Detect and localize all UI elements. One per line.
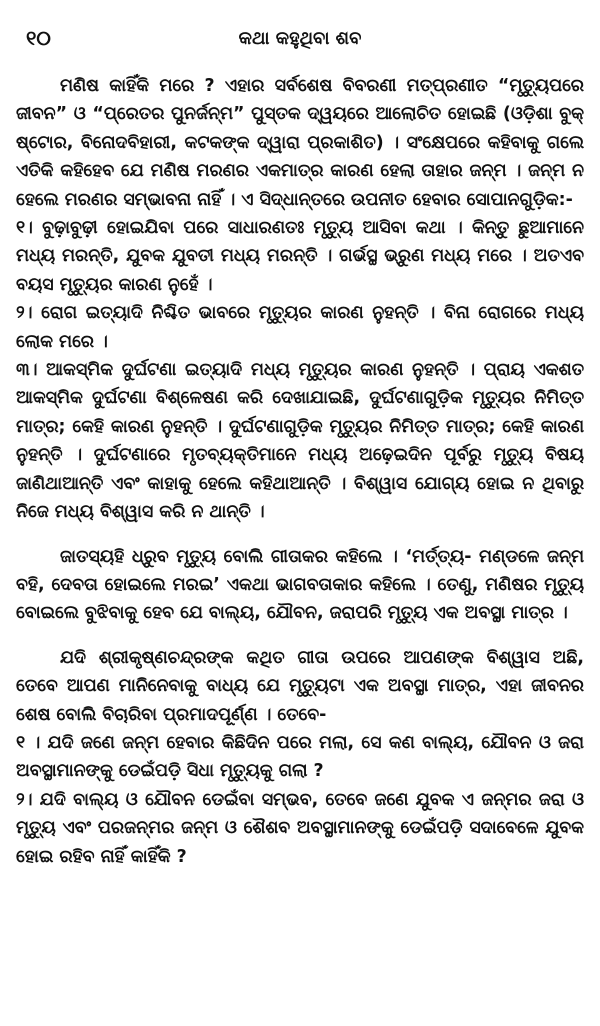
list-item-age: ୧। ବୁଢ଼ାବୁଢ଼ୀ ହୋଇଯିବା ପରେ ସାଧାରଣତଃ ମୃତ୍ୟୁ ଆସିବା କଥା । କିନ୍ତୁ ଛୁଆମାନେ ମଧ୍ୟ ମରନ୍ତି, ଯୁବକ ଯୁବତୀ ମଧ୍ୟ ମରନ୍ତି । ଗର୍ଭସ୍ଥ ଭ୍ରୁଣ ମଧ୍ୟ ମରେ । ଅତଏବ ବୟସ ମୃତ୍ୟୁର କାରଣ ନୁହେଁ । [16, 218, 584, 295]
list-item-accident: ୩। ଆକସ୍ମିକ ଦୁର୍ଘଟଣା ଇତ୍ୟାଦି ମଧ୍ୟ ମୃତ୍ୟୁର କାରଣ ନୁହନ୍ତି । ପ୍ରାୟ ଏକଶତ ଆକସ୍ମିକ ଦୁର୍ଘଟଣା ବିଶ୍ଳେଷଣ କରି ଦେଖାଯାଇଛି, ଦୁର୍ଘଟଣାଗୁଡ଼ିକ ମୃତ୍ୟୁର ନିମିତ୍ତ ମାତ୍ର; କେହି କାରଣ ନୁହନ୍ତି । ଦୁର୍ଘଟଣାଗୁଡ଼ିକ ମୃତ୍ୟୁର ନିମିତ୍ତ ମାତ୍ର; କେହି କାରଣ ନୁହନ୍ତି । ଦୁର୍ଘଟଣାରେ ମୃତବ୍ୟକ୍ତିମାନେ ମଧ୍ୟ ଅଢ଼େଇଦିନ ପୂର୍ବରୁ ମୃତ୍ୟୁ ବିଷୟ ଜାଣିଥାଆନ୍ତି ଏବଂ କାହାକୁ ହେଲେ କହିଥାଆନ୍ତି । ବିଶ୍ୱାସ ଯୋଗ୍ୟ ହୋଇ ନ ଥିବାରୁ ନିଜେ ମଧ୍ୟ ବିଶ୍ୱାସ କରି ନ ଥାନ୍ତି । [16, 360, 584, 523]
page-header [16, 8, 584, 48]
paragraph-gita: ଜାତସ୍ୟହି ଧ୍ରୁବ ମୃତ୍ୟୁ ବୋଲି ଗୀତାକର କହିଲେ । ‘ମର୍ତ୍ତ୍ୟ- ମଣ୍ଡଳେ ଜନ୍ମ ବହି, ଦେବତା ହୋଇଲେ ମରଇ’ ଏକଥା ଭାଗବତାକାର କହିଲେ । ତେଣୁ, ମଣିଷର ମୃତ୍ୟୁ ବୋଇଲେ ବୁଝିବାକୁ ହେବ ଯେ ବାଲ୍ୟ, ଯୌବନ, ଜରାପରି ମୃତ୍ୟୁ ଏକ ଅବସ୍ଥା ମାତ୍ର । [16, 546, 584, 624]
body-text [16, 72, 584, 871]
paragraph-intro: ମଣିଷ କାହିଁକି ମରେ ? ଏହାର ସର୍ବଶେଷ ବିବରଣୀ ମତ୍‌ପ୍ରଣୀତ “ମୃତ୍ୟୁପରେ ଜୀବନ” ଓ “ପ୍ରେତର ପୁନର୍ଜନ୍ମ” ପୁସ୍ତକ ଦ୍ୱୟରେ ଆଲୋଚିତ ହୋଇଛି (ଓଡ଼ିଶା ବୁକ୍ ଷ୍ଟୋର, ବିନୋଦବିହାରୀ, କଟକଙ୍କ ଦ୍ୱାରା ପ୍ରକାଶିତ) । ସଂକ୍ଷେପରେ କହିବାକୁ ଗଲେ ଏତିକି କହିହେବ ଯେ ମଣିଷ ମରଣର ଏକମାତ୍ର କାରଣ ହେଲା ତାହାର ଜନ୍ମ । ଜନ୍ମ ନ ହେଲେ ମରଣର ସମ୍ଭାବନା ନାହିଁ । ଏ ସିଦ୍ଧାନ୍ତରେ ଉପନୀତ ହେବାର ସୋପାନଗୁଡ଼ିକ:- [16, 76, 584, 210]
question-item-2: ୨। ଯଦି ବାଲ୍ୟ ଓ ଯୌବନ ଡେଇଁବା ସମ୍ଭବ, ତେବେ ଜଣେ ଯୁବକ ଏ ଜନ୍ମର ଜରା ଓ ମୃତ୍ୟୁ ଏବଂ ପରଜନ୍ମର ଜନ୍ମ ଓ ଶୈଶବ ଅବସ୍ଥାମାନଙ୍କୁ ଡେଇଁପଡ଼ି ସଦାବେଳେ ଯୁବକ ହୋଇ ରହିବ ନାହିଁ କାହିଁକି ? [16, 789, 584, 867]
list-item-disease: ୨। ରୋଗ ଇତ୍ୟାଦି ନିଶ୍ଚିତ ଭାବରେ ମୃତ୍ୟୁର କାରଣ ନୁହନ୍ତି । ବିନା ରୋଗରେ ମଧ୍ୟ ଲୋକ ମରେ । [16, 303, 584, 352]
running-title: କଥା କହୁଥିବା ଶବ [238, 28, 362, 49]
page-number: ୧୦ [26, 26, 51, 50]
question-item-1: ୧ । ଯଦି ଜଣେ ଜନ୍ମ ହେବାର କିଛିଦିନ ପରେ ମଲା, ସେ କଣ ବାଲ୍ୟ, ଯୌବନ ଓ ଜରା ଅବସ୍ଥାମାନଙ୍କୁ ଡେଇଁପଡ଼ି ସିଧା ମୃତ୍ୟୁକୁ ଗଲା ? [16, 732, 584, 782]
paragraph-state: ଯଦି ଶ୍ରୀକୃଷ୍ଣଚନ୍ଦ୍ରଙ୍କ କଥିତ ଗୀତା ଉପରେ ଆପଣଙ୍କ ବିଶ୍ୱାସ ଅଛି, ତେବେ ଆପଣ ମାନିନେବାକୁ ବାଧ୍ୟ ଯେ ମୃତ୍ୟୁଟା ଏକ ଅବସ୍ଥା ମାତ୍ର, ଏହା ଜୀବନର ଶେଷ ବୋଲି ବିଚାରିବା ପ୍ରମାଦପୂର୍ଣ୍ଣ । ତେବେ- [16, 647, 584, 725]
